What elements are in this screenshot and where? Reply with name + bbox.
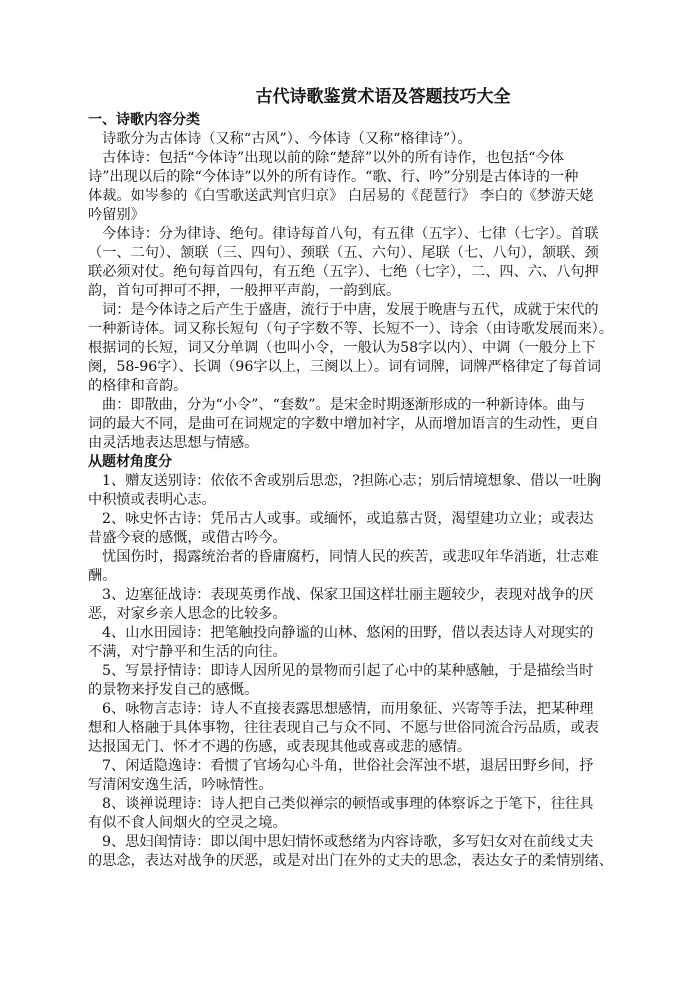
paragraph [88, 833, 658, 871]
paragraph-line: 诗歌分为古体诗（又称“古风”）、今体诗（又称“格律诗”）。 [102, 131, 472, 147]
paragraph-line: 1、赠友送别诗：依依不舍或别后思恋，?担陈心志；别后情境想象、借以一吐胸 [102, 473, 602, 489]
paragraph [88, 149, 658, 225]
paragraph-line: 达报国无门、怀才不遇的伤感，或表现其他或喜或悲的感情。 [88, 739, 472, 755]
paragraph-line: 古体诗：包括“今体诗”出现以前的除“楚辞”以外的所有诗作，也包括“今体 [102, 150, 564, 166]
paragraph-line: 不满，对宁静平和生活的向往。 [88, 644, 287, 660]
paragraph-line: 酬。 [88, 568, 117, 584]
paragraph-line: 9、思妇闺情诗：即以闺中思妇情怀或愁绪为内容诗歌，多写妇女对在前线丈夫 [102, 834, 594, 850]
section-content-classification [88, 130, 658, 453]
paragraph-line: 的思念，表达对战争的厌恶，或是对出门在外的丈夫的思念，表达女子的柔情别绪、 [88, 853, 613, 869]
paragraph-line: 的格律和音韵。 [88, 378, 188, 394]
paragraph [88, 662, 658, 700]
paragraph-line: 一种新诗体。词又称长短句（句子字数不等、长短不一）、诗余（由诗歌发展而来）。 [88, 321, 613, 337]
paragraph-line: 词：是今体诗之后产生于盛唐，流行于中唐，发展于晚唐与五代，成就于宋代的 [102, 302, 599, 318]
paragraph-line: 韵，首句可押可不押，一般押平声韵，一韵到底。 [88, 283, 401, 299]
paragraph-line: 曲：即散曲，分为“小令”、“套数”。是宋金时期逐渐形成的一种新诗体。曲与 [102, 397, 586, 413]
paragraph-line: 2、咏史怀古诗：凭吊古人或事。或缅怀，或追慕古贤，渴望建功立业；或表达 [102, 511, 594, 527]
paragraph-line: 根据词的长短，词又分单调（也叫小令，一般认为58字以内）、中调（一般分上下 [88, 340, 596, 356]
paragraph [88, 301, 658, 396]
paragraph-line: 中积愤或表明心志。 [88, 492, 216, 508]
paragraph [88, 548, 658, 586]
paragraph [88, 510, 658, 548]
section-heading-subject-angle: 从题材角度分 [88, 454, 172, 470]
paragraph [88, 757, 658, 795]
paragraph-line: 联必须对仗。绝句每首四句，有五绝（五字）、七绝（七字），二、四、六、八句押 [88, 264, 599, 280]
paragraph-line: 阕，58-96字）、长调（96字以上，三阕以上）。词有词牌，词牌严格律定了每首词 [88, 359, 601, 375]
paragraph [88, 586, 658, 624]
paragraph-line: 5、写景抒情诗：即诗人因所见的景物而引起了心中的某种感触，于是描绘当时 [102, 663, 594, 679]
paragraph [88, 795, 658, 833]
paragraph-line: 恶，对家乡亲人思念的比较多。 [88, 606, 287, 622]
section-subject-angle [88, 472, 658, 871]
paragraph-line: 昔盛今衰的感慨，或借古吟今。 [88, 530, 287, 546]
paragraph-line: 诗”出现以后的除“今体诗”以外的所有诗作。“歌、行、吟”分别是古体诗的一种 [88, 169, 579, 185]
paragraph-line: 8、谈禅说理诗：诗人把自己类似禅宗的顿悟或事理的体察诉之于笔下，往往具 [102, 796, 594, 812]
paragraph-line: 有似不食人间烟火的空灵之境。 [88, 815, 287, 831]
paragraph-line: 6、咏物言志诗：诗人不直接表露思想感情，而用象征、兴寄等手法，把某种理 [102, 701, 594, 717]
paragraph-line: （一、二句）、颔联（三、四句）、颈联（五、六句）、尾联（七、八句），颔联、颈 [88, 245, 599, 261]
paragraph [88, 225, 658, 301]
paragraph-line: 今体诗：分为律诗、绝句。律诗每首八句，有五律（五字）、七律（七字）。首联 [102, 226, 599, 242]
paragraph [88, 130, 658, 149]
section-heading-content-classification: 一、诗歌内容分类 [88, 112, 200, 128]
paragraph [88, 472, 658, 510]
paragraph-line: 4、山水田园诗：把笔触投向静谧的山林、悠闲的田野，借以表达诗人对现实的 [102, 625, 594, 641]
paragraph [88, 700, 658, 757]
paragraph-line: 3、边塞征战诗：表现英勇作战、保家卫国这样壮丽主题较少，表现对战争的厌 [102, 587, 594, 603]
paragraph-line: 7、闲适隐逸诗：看惯了官场勾心斗角，世俗社会浑浊不堪，退居田野乡间，抒 [102, 758, 594, 774]
paragraph-line: 的景物来抒发自己的感慨。 [88, 682, 259, 698]
paragraph-line: 体裁。如岑参的《白雪歌送武判官归京》 白居易的《琵琶行》 李白的《梦游天姥 [88, 188, 594, 204]
paragraph-line: 由灵活地表达思想与情感。 [88, 435, 259, 451]
paragraph-line: 写清闲安逸生活，吟咏情性。 [88, 777, 273, 793]
paragraph-line: 吟留别》 [88, 207, 145, 223]
paragraph-line: 忧国伤时，揭露统治者的昏庸腐朽，同情人民的疾苦，或悲叹年华消逝，壮志难 [102, 549, 599, 565]
paragraph-line: 词的最大不同，是曲可在词规定的字数中增加衬字，从而增加语言的生动性，更自 [88, 416, 599, 432]
document-page [88, 84, 658, 871]
paragraph [88, 396, 658, 453]
paragraph [88, 624, 658, 662]
document-title: 古代诗歌鉴赏术语及答题技巧大全 [255, 87, 511, 107]
paragraph-line: 想和人格融于具体事物，往往表现自己与众不同、不愿与世俗同流合污品质，或表 [88, 720, 599, 736]
